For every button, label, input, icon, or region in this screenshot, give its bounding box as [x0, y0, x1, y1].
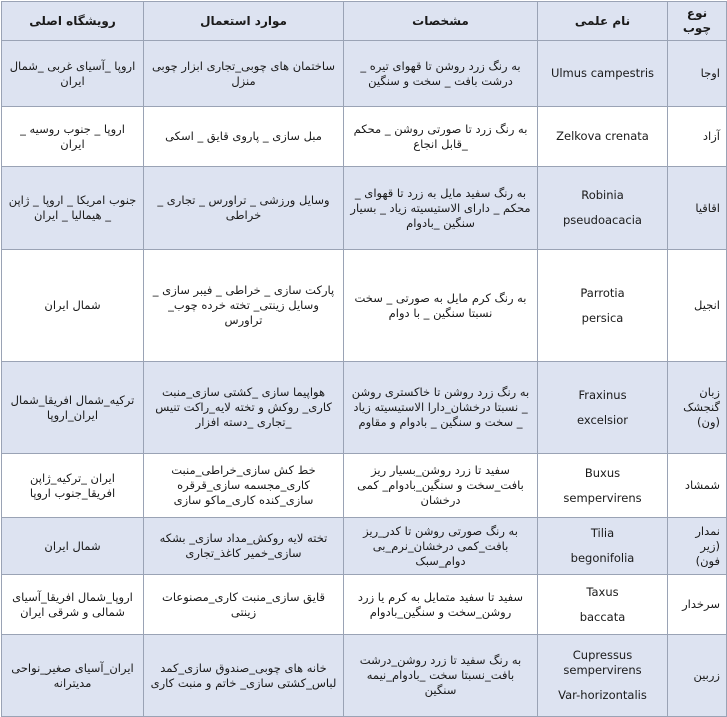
- scientific-name-line: persica: [581, 310, 624, 325]
- scientific-name: [538, 575, 668, 635]
- scientific-name: [538, 250, 668, 362]
- origin-cell: اروپا_شمال افریقا_آسیای شمالی و شرقی ایران: [2, 575, 144, 635]
- origin-cell: شمال ایران: [2, 250, 144, 362]
- origin-cell: ایران _ترکیه_ژاپن افریقا_جنوب اروپا: [2, 454, 144, 518]
- origin-cell: ترکیه_شمال افریقا_شمال ایران_اروپا: [2, 362, 144, 454]
- scientific-name-line: pseudoacacia: [563, 213, 642, 227]
- properties-cell: به رنگ زرد روشن تا خاکستری روشن _ نسبتا درخشان_دارا الاستیسیته زیاد _ سخت و سنگین _ بادوام و مقاوم: [344, 362, 538, 454]
- scientific-name: [538, 454, 668, 518]
- wood-name: اوجا: [668, 41, 727, 107]
- scientific-name-line: Buxus: [584, 465, 621, 480]
- origin-cell: جنوب امریکا _ اروپا _ ژاپن _ هیمالیا _ ایران: [2, 167, 144, 250]
- header-properties: مشخصات: [344, 2, 538, 41]
- uses-cell: ساختمان های چوبی_تجاری ابزار چوبی منزل: [144, 41, 344, 107]
- wood-name: زربین: [668, 635, 727, 717]
- header-origin: رویشگاه اصلی: [2, 2, 144, 41]
- table-header-row: [2, 2, 727, 41]
- table-row: [2, 454, 727, 518]
- wood-name: آزاد: [668, 107, 727, 167]
- wood-types-table: [1, 1, 727, 717]
- wood-name: سرخدار: [668, 575, 727, 635]
- scientific-name: [538, 635, 668, 717]
- header-wood-type: نوع چوب: [668, 2, 727, 41]
- properties-cell: سفید تا زرد روشن_بسیار ریز بافت_سخت و سنگین_بادوام_ کمی درخشان: [344, 454, 538, 518]
- scientific-name-line: Tilia: [590, 526, 615, 540]
- origin-cell: شمال ایران: [2, 518, 144, 575]
- scientific-name: [538, 41, 668, 107]
- uses-cell: قایق سازی_منبت کاری_مصنوعات زینتی: [144, 575, 344, 635]
- scientific-name: [538, 362, 668, 454]
- origin-cell: اروپا _ جنوب روسیه _ ایران: [2, 107, 144, 167]
- scientific-name-line: Robinia: [581, 188, 624, 202]
- properties-cell: به رنگ زرد تا صورتی روشن _ محکم _قابل انجاع: [344, 107, 538, 167]
- scientific-name: [538, 107, 668, 167]
- scientific-name-line: Fraxinus: [578, 387, 627, 402]
- wood-name: زبان گنجشک (ون): [668, 362, 727, 454]
- wood-name: انجیل: [668, 250, 727, 362]
- scientific-name-line: excelsior: [576, 412, 629, 427]
- scientific-name: [538, 167, 668, 250]
- wood-name: اقاقیا: [668, 167, 727, 250]
- table-row: [2, 518, 727, 575]
- uses-cell: خانه های چوبی_صندوق سازی_کمد لباس_کشتی سازی_ خاتم و منبت کاری: [144, 635, 344, 717]
- properties-cell: به رنگ سفید مایل به زرد تا قهوای _ محکم _ دارای الاستیسیته زیاد _ بسیار سنگین _بادوام: [344, 167, 538, 250]
- table-row: [2, 575, 727, 635]
- wood-name: شمشاد: [668, 454, 727, 518]
- scientific-name-line: Zelkova crenata: [556, 129, 649, 143]
- table-row: [2, 167, 727, 250]
- scientific-name: [538, 518, 668, 575]
- uses-cell: هواپیما سازی _کشتی سازی_منبت کاری_ روکش و تخته لایه_راکت تنیس _تجاری _دسته افزار: [144, 362, 344, 454]
- table-row: [2, 362, 727, 454]
- scientific-name-line: Parrotia: [580, 285, 625, 300]
- uses-cell: مبل سازی _ پاروی قایق _ اسکی: [144, 107, 344, 167]
- scientific-name-line: begonifolia: [570, 551, 635, 565]
- uses-cell: خط کش سازی_خراطی_منبت کاری_مجسمه سازی_قرقره سازی_کنده کاری_ماکو سازی: [144, 454, 344, 518]
- origin-cell: ایران_آسیای صغیر_نواحی مدیترانه: [2, 635, 144, 717]
- properties-cell: به رنگ زرد روشن تا قهوای تیره _ درشت بافت _ سخت و سنگین: [344, 41, 538, 107]
- scientific-name-line: Ulmus campestris: [550, 66, 655, 80]
- properties-cell: به رنگ صورتی روشن تا کدر_ریز بافت_کمی درخشان_نرم_بی دوام_سبک: [344, 518, 538, 575]
- uses-cell: پارکت سازی _ خراطی _ فیبر سازی _ وسایل زینتی_ تخته خرده چوب_ تراورس: [144, 250, 344, 362]
- header-uses: موارد استعمال: [144, 2, 344, 41]
- properties-cell: به رنگ کرم مایل به صورتی _ سخت نسبتا سنگین _ با دوام: [344, 250, 538, 362]
- properties-cell: سفید تا سفید متمایل به کرم یا زرد روشن_سخت و سنگین_بادوام: [344, 575, 538, 635]
- scientific-name-line: sempervirens: [563, 490, 642, 505]
- table-row: [2, 250, 727, 362]
- table-row: [2, 635, 727, 717]
- uses-cell: تخته لایه روکش_مداد سازی_ بشکه سازی_خمیر کاغذ_تجاری: [144, 518, 344, 575]
- table-row: [2, 107, 727, 167]
- scientific-name-line: baccata: [579, 609, 626, 624]
- header-scientific-name: نام علمی: [538, 2, 668, 41]
- table-row: [2, 41, 727, 107]
- scientific-name-line: Taxus: [586, 584, 619, 599]
- scientific-name-line: Cupressus sempervirens: [563, 648, 642, 677]
- properties-cell: به رنگ سفید تا زرد روشن_درشت بافت_نسبتا سخت _بادوام_نیمه سنگین: [344, 635, 538, 717]
- origin-cell: اروپا _آسیای غربی _شمال ایران: [2, 41, 144, 107]
- wood-name: نمدار (زیر فون): [668, 518, 727, 575]
- uses-cell: وسایل ورزشی _ تراورس _ تجاری _ خراطی: [144, 167, 344, 250]
- scientific-name-line: Var-horizontalis: [558, 688, 647, 702]
